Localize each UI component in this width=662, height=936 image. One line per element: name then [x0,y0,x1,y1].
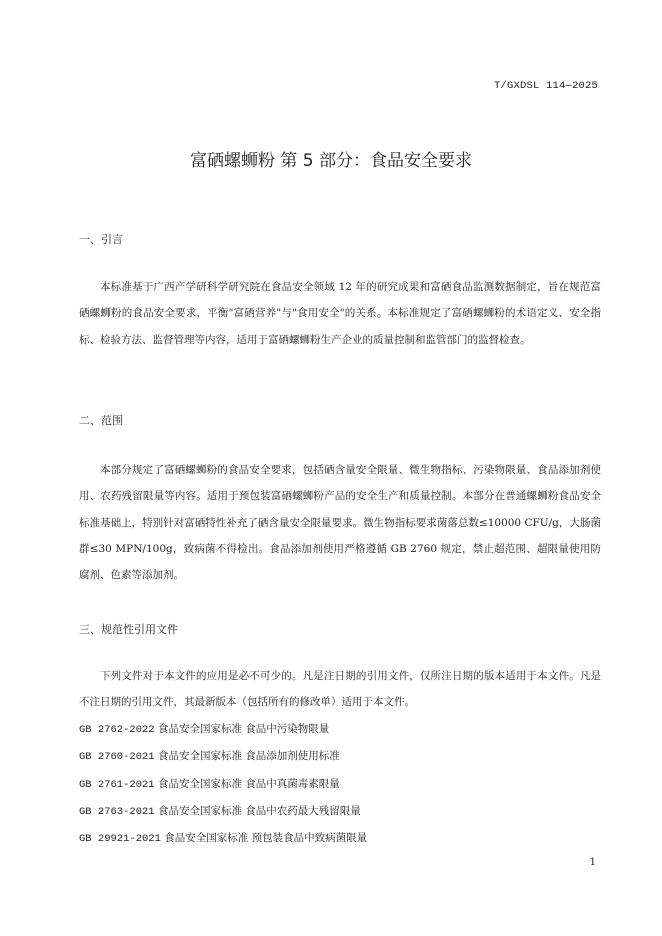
page-number: 1 [589,857,596,868]
reference-code: GB 29921-2021 [79,833,161,846]
reference-item [79,771,367,798]
section-heading-normative-references: 三、规范性引用文件 [79,623,178,636]
reference-item [79,798,367,825]
reference-title: 食品安全国家标准 食品中农药最大残留限量 [157,804,361,817]
section-paragraph-scope: 本部分规定了富硒螺蛳粉的食品安全要求，包括硒含量安全限量、微生物指标、污染物限量、食品添加剂使用、农药残留限量等内容。适用于预包装富硒螺蛳粉产品的安全生产和质量控制。本部分在普通螺蛳粉食品安全标准基础上，特别针对富硒特性补充了硒含量安全限量要求。微生物指标要求菌落总数≤10000 CFU/g，大肠菌群≤30 MPN/100g，致病菌不得检出。食品添加剂使用严格遵循 GB 2760 规定，禁止超范围、超限量使用防腐剂、色素等添加剂。 [79,464,601,582]
reference-title: 食品安全国家标准 预包装食品中致病菌限量 [164,832,368,845]
reference-item [79,743,367,770]
reference-list [79,716,367,852]
section-paragraph-normative-references: 下列文件对于本文件的应用是必不可少的。凡是注日期的引用文件，仅所注日期的版本适用于本文件。凡是不注日期的引用文件，其最新版本（包括所有的修改单）适用于本文件。 [79,670,601,709]
reference-code: GB 2761-2021 [79,778,155,791]
reference-code: GB 2763-2021 [79,805,155,818]
document-code: T/GXDSL 114—2025 [493,80,598,92]
reference-title: 食品安全国家标准 食品中真菌毒素限量 [157,777,340,790]
document-title: 富硒螺蛳粉 第 5 部分：食品安全要求 [189,151,473,171]
reference-code: GB 2762-2022 [79,724,155,736]
section-heading-scope: 二、范围 [79,414,123,427]
reference-title: 食品安全国家标准 食品中污染物限量 [157,723,330,735]
section-heading-introduction: 一、引言 [79,233,123,246]
reference-code: GB 2760-2021 [79,751,155,764]
section-paragraph-introduction: 本标准基于广西产学研科学研究院在食品安全领域 12 年的研究成果和富硒食品监测数据制定，旨在规范富硒螺蛳粉的食品安全要求，平衡"富硒营养"与"食用安全"的关系。本标准规定了富硒螺蛳粉的术语定义、安全指标、检验方法、监督管理等内容，适用于富硒螺蛳粉生产企业的质量控制和监管部门的监督检查。 [79,281,601,346]
reference-title: 食品安全国家标准 食品添加剂使用标准 [157,750,340,763]
reference-item [79,716,367,743]
reference-item [79,825,367,852]
